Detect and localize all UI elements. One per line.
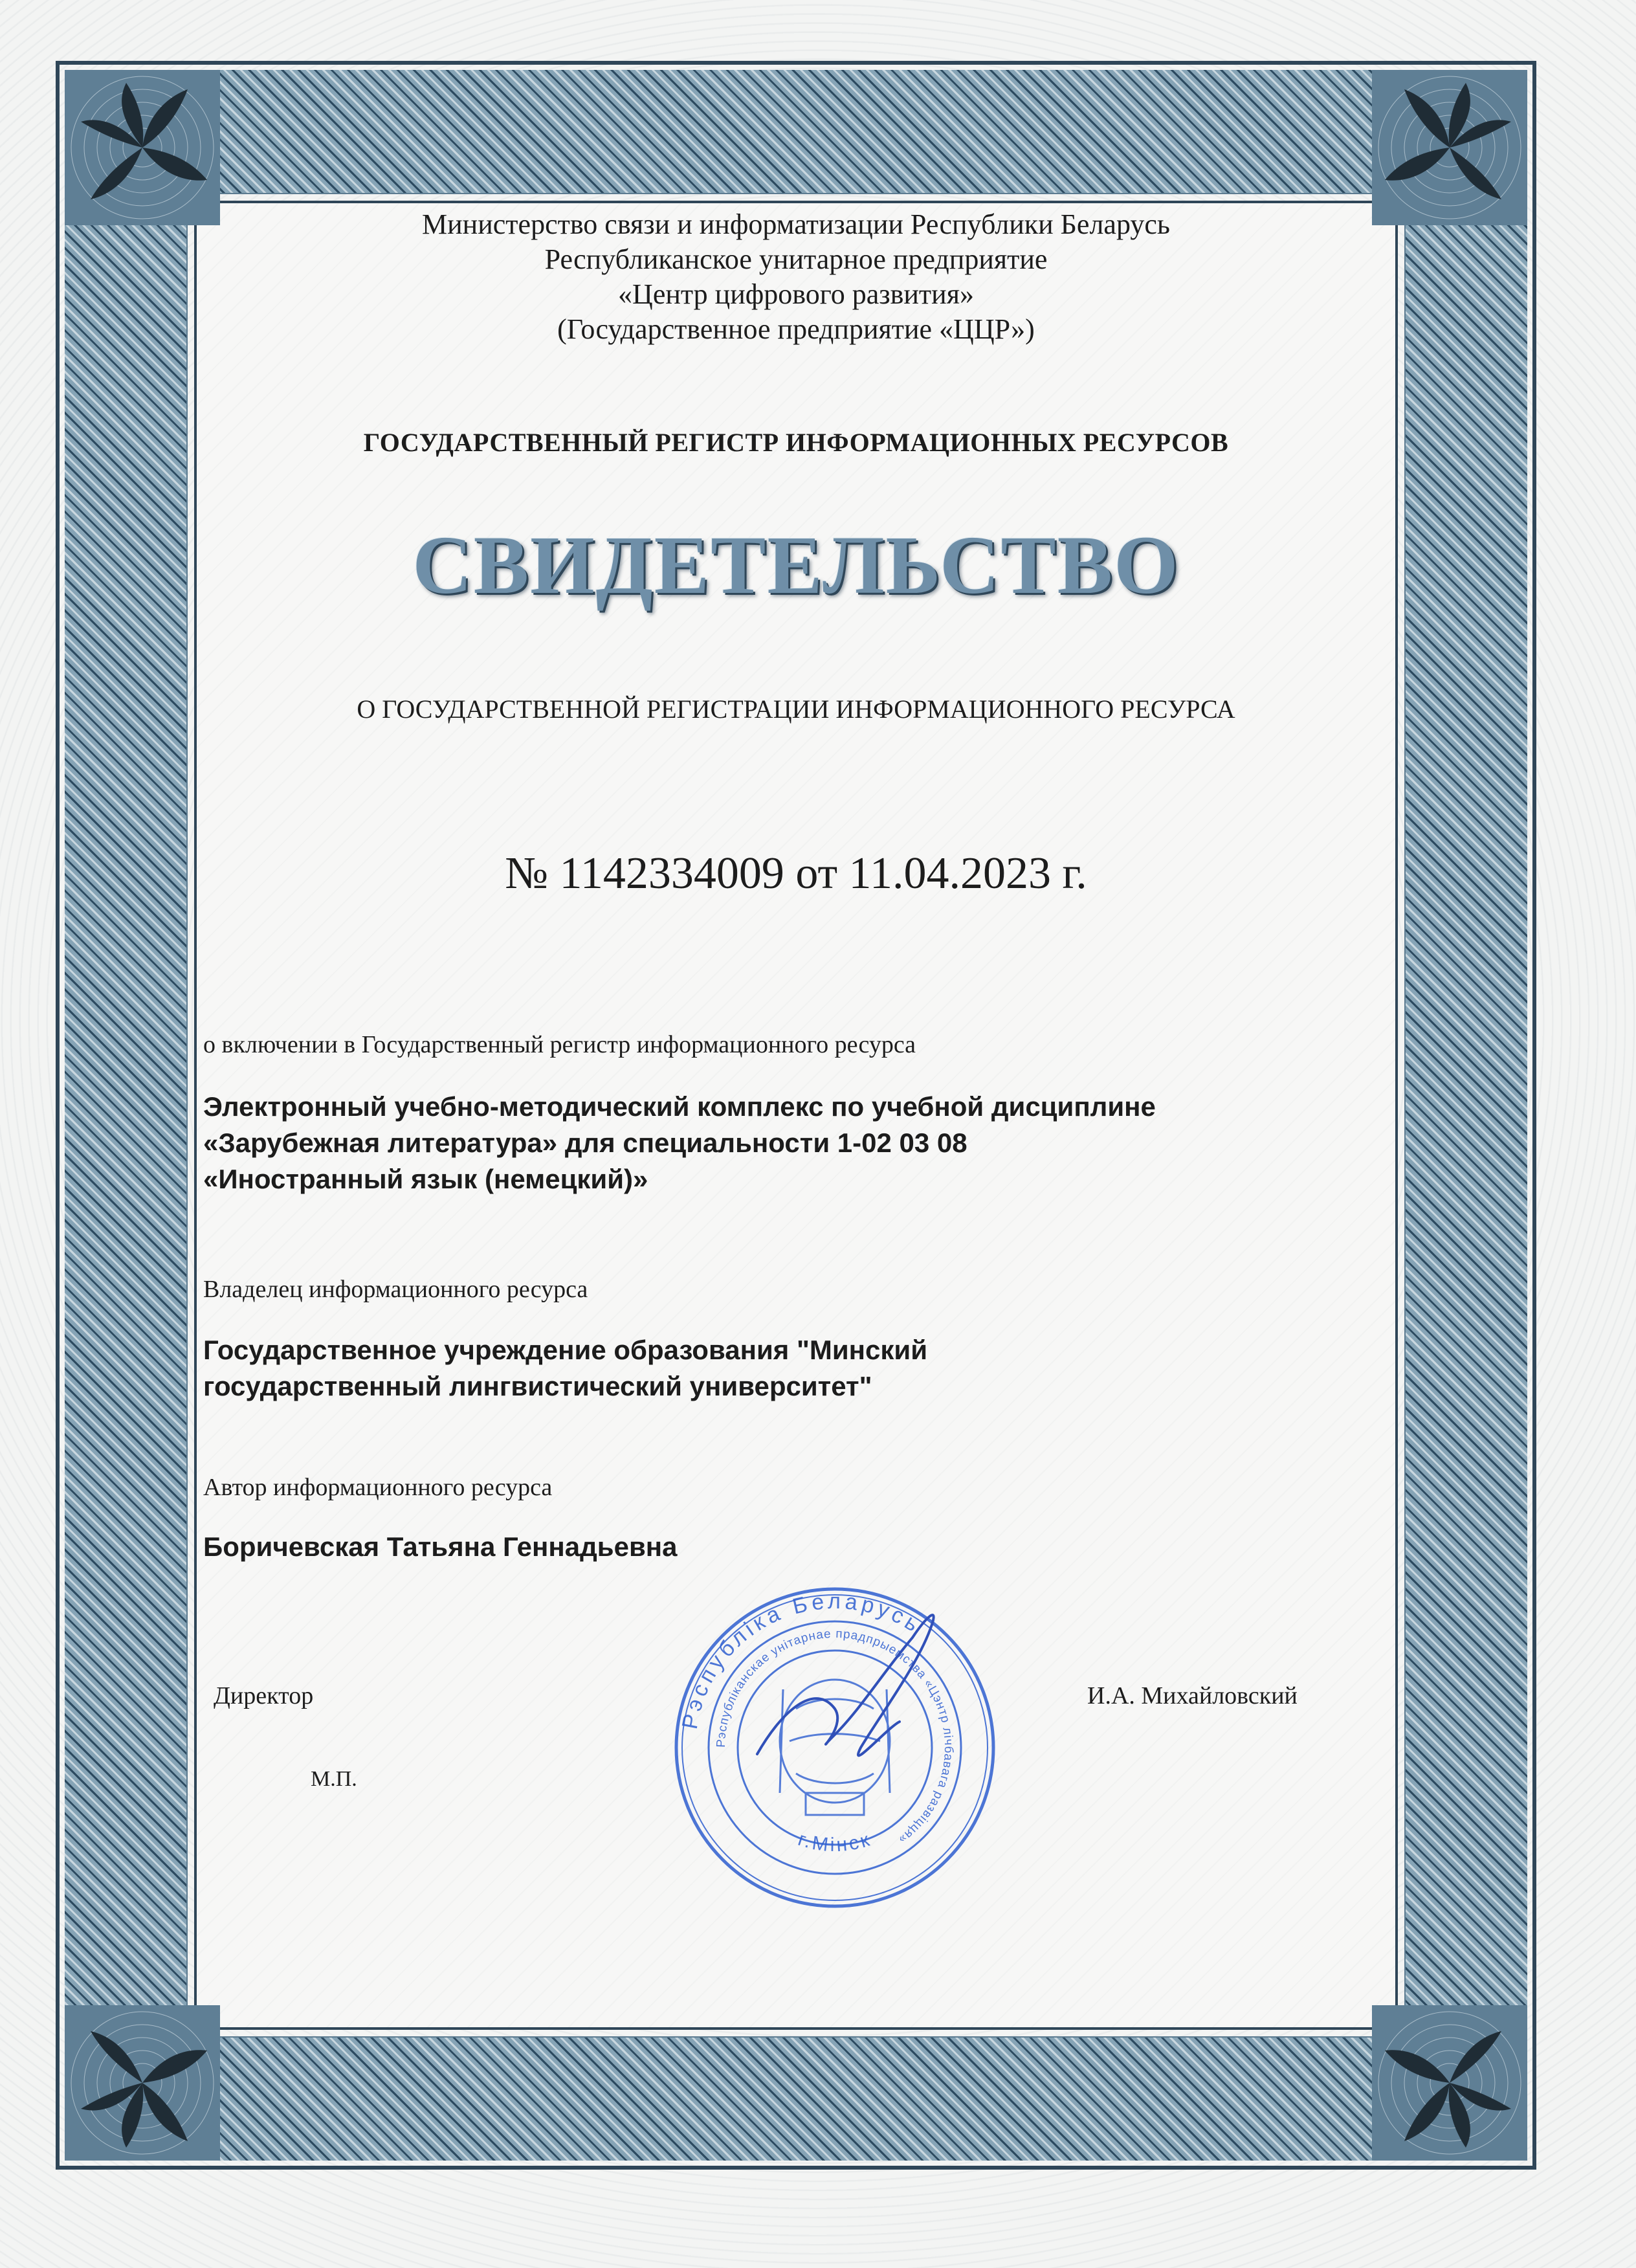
- document-number: № 1142334009 от 11.04.2023 г.: [505, 849, 1087, 898]
- corner-ornament-bottom-left: [65, 2005, 220, 2161]
- leaf-ornament-icon: [1372, 2005, 1527, 2161]
- owner-name-line: Государственное учреждение образования "Минский: [203, 1335, 928, 1365]
- seal-city-text: г.Мінск: [795, 1828, 874, 1856]
- issuer-short-name: (Государственное предприятие «ЦЦР»): [557, 313, 1035, 345]
- owner-name: [203, 1332, 1381, 1405]
- leaf-ornament-icon: [1372, 70, 1527, 225]
- registry-title: ГОСУДАРСТВЕННЫЙ РЕГИСТР ИНФОРМАЦИОННЫХ РЕСУРСОВ: [363, 428, 1229, 457]
- inclusion-label: о включении в Государственный регистр информационного ресурса: [203, 1031, 916, 1058]
- corner-ornament-bottom-right: [1372, 2005, 1527, 2161]
- seal-outer-text: Рэспубліка Беларусь: [677, 1588, 927, 1731]
- document-title: СВИДЕТЕЛЬСТВО: [412, 519, 1180, 611]
- issuer-enterprise-name: «Центр цифрового развития»: [618, 278, 974, 310]
- owner-label: Владелец информационного ресурса: [203, 1276, 588, 1303]
- svg-text:г.Мінск: [795, 1829, 874, 1856]
- owner-name-line: государственный лингвистический университет": [203, 1371, 872, 1401]
- seal-middle-text: Рэспубліканскае унітарнае прадпрыемства «Цэнтр лічбавага развіцця»: [714, 1627, 956, 1847]
- author-name: Боричевская Татьяна Геннадьевна: [203, 1531, 678, 1562]
- seal-stamp-icon: [667, 1579, 1003, 1916]
- issuer-header: [197, 207, 1395, 347]
- corner-ornament-top-right: [1372, 70, 1527, 225]
- svg-text:Рэспубліканскае унітарнае прад: [714, 1627, 955, 1847]
- director-title: Директор: [214, 1682, 314, 1709]
- issuer-ministry: Министерство связи и информатизации Республики Беларусь: [422, 208, 1170, 240]
- official-seal: [667, 1579, 1003, 1916]
- author-label: Автор информационного ресурса: [203, 1474, 553, 1501]
- resource-name-line: Электронный учебно-методический комплекс по учебной дисциплине: [203, 1091, 1156, 1122]
- resource-name-line: «Иностранный язык (немецкий)»: [203, 1164, 648, 1194]
- leaf-ornament-icon: [65, 70, 220, 225]
- director-name: И.А. Михайловский: [1087, 1682, 1298, 1709]
- corner-ornament-top-left: [65, 70, 220, 225]
- issuer-enterprise-type: Республиканское унитарное предприятие: [544, 243, 1048, 275]
- document-subtitle: О ГОСУДАРСТВЕННОЙ РЕГИСТРАЦИИ ИНФОРМАЦИОННОГО РЕСУРСА: [357, 695, 1235, 724]
- leaf-ornament-icon: [65, 2005, 220, 2161]
- stamp-place-label: М.П.: [311, 1767, 357, 1791]
- resource-name: [203, 1089, 1381, 1197]
- resource-name-line: «Зарубежная литература» для специальности 1-02 03 08: [203, 1128, 967, 1158]
